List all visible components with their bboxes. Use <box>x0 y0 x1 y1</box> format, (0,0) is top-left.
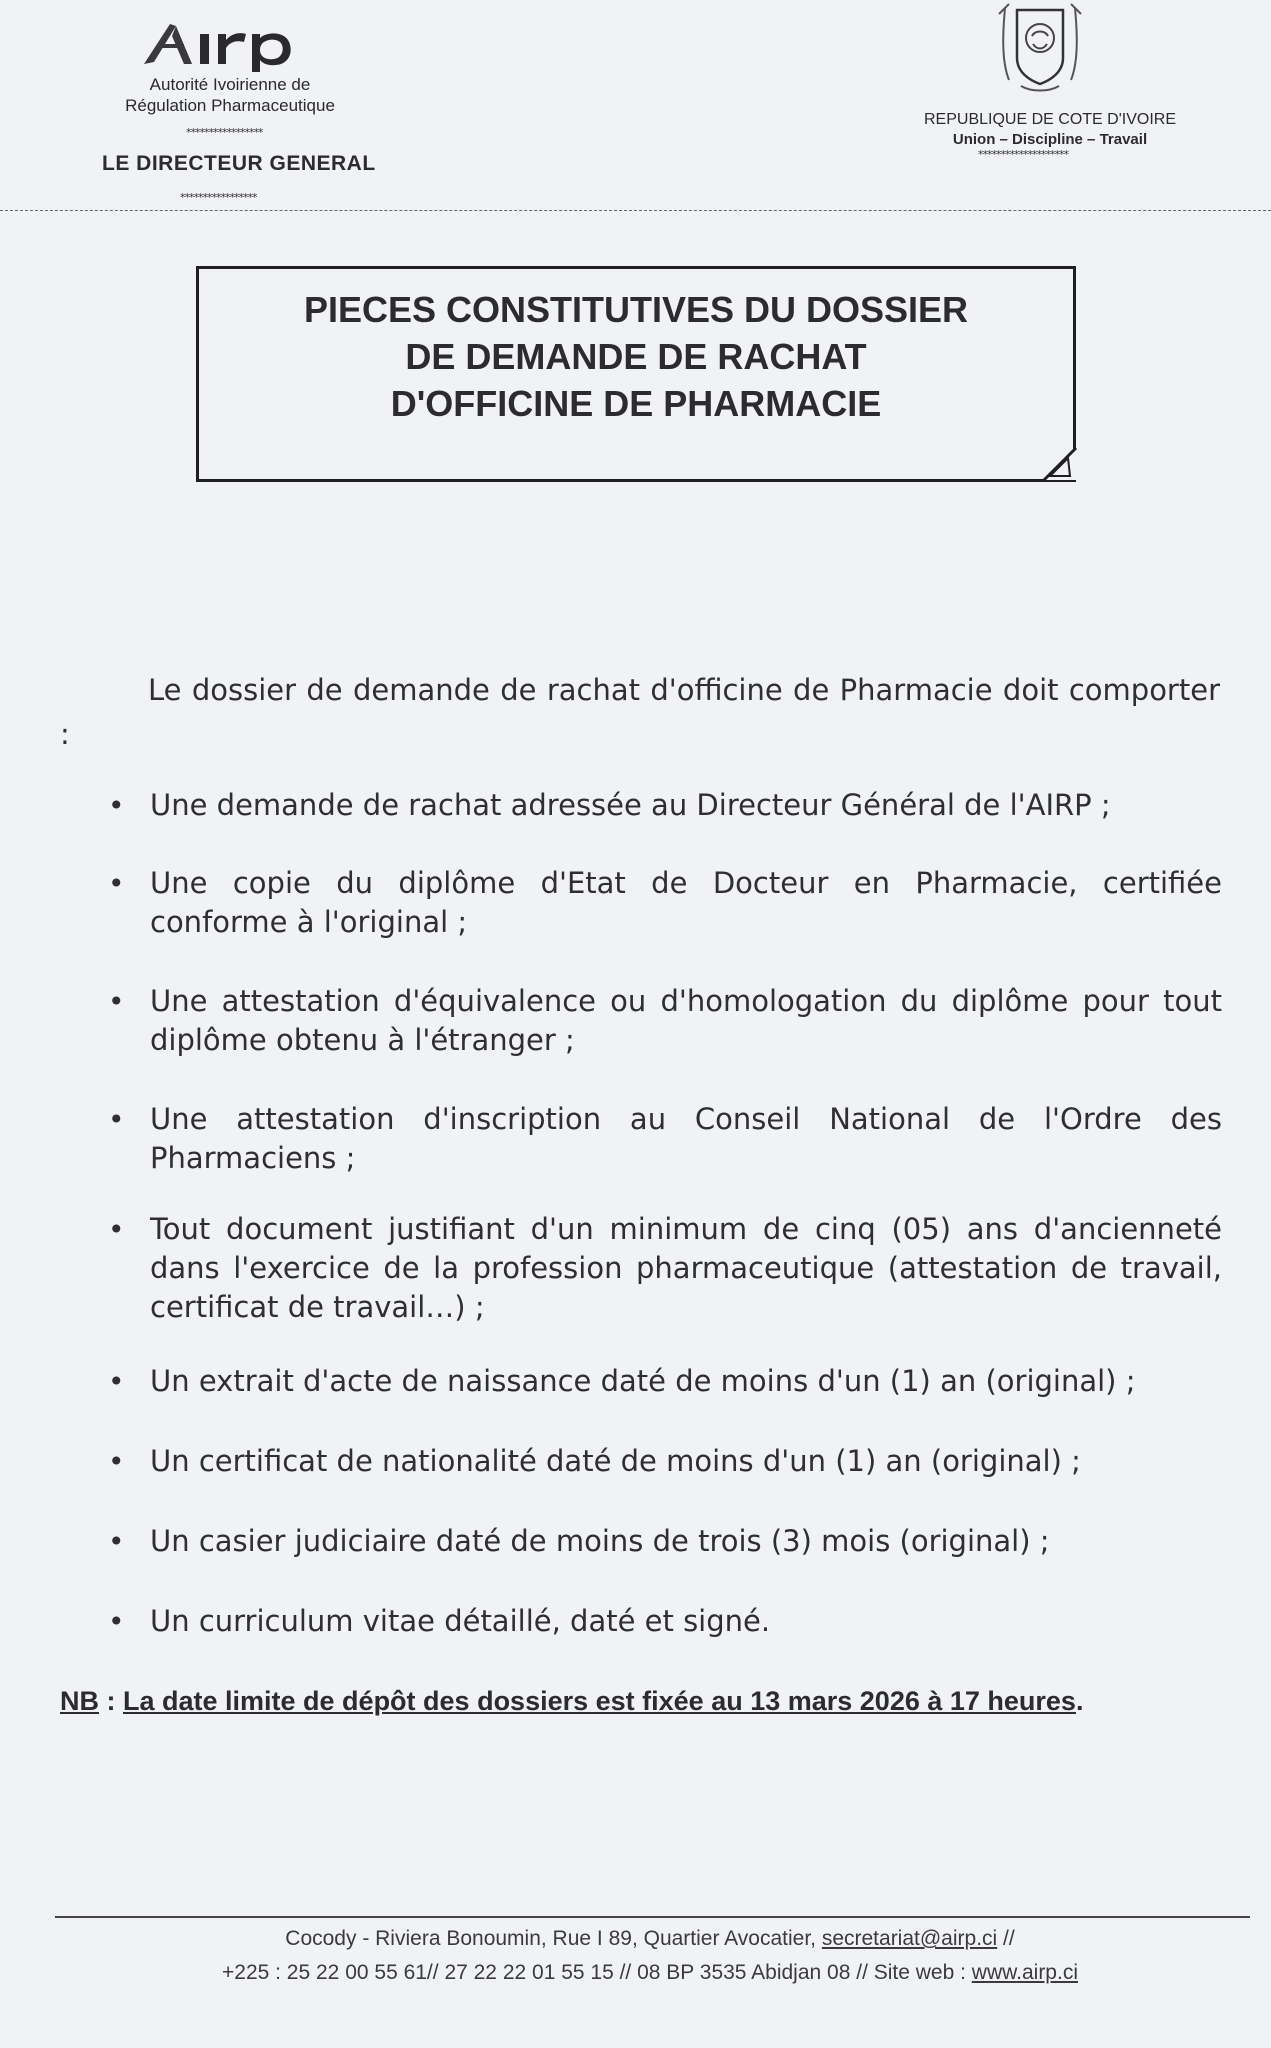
footer-divider <box>55 1916 1250 1918</box>
intro-paragraph: Le dossier de demande de rachat d'officine de Pharmacie doit comporter : <box>60 673 1220 751</box>
republic-block <box>880 110 1220 150</box>
footer-address-text: Cocody - Riviera Bonoumin, Rue I 89, Quartier Avocatier, <box>285 1927 822 1950</box>
list-item: • Une attestation d'inscription au Conseil National de l'Ordre des Pharmaciens ; <box>150 1100 1222 1178</box>
nb-label: NB <box>60 1686 99 1716</box>
title-line2: DE DEMANDE DE RACHAT <box>405 336 867 377</box>
national-motto: Union – Discipline – Travail <box>952 131 1148 148</box>
list-item: • Tout document justifiant d'un minimum de cinq (05) ans d'ancienneté dans l'exercice de la profession pharmaceutique (attestation de travail, certificat de travail…) ; <box>150 1210 1222 1327</box>
separator-stars: ***************** <box>180 191 257 204</box>
republic-name: REPUBLIQUE DE COTE D'IVOIRE <box>924 111 1176 128</box>
org-name-line2: Régulation Pharmaceutique <box>125 96 335 115</box>
coat-of-arms-icon <box>985 0 1095 95</box>
airp-logo <box>140 16 320 72</box>
nb-text: La date limite de dépôt des dossiers est fixée au 13 mars 2026 à 17 heures <box>123 1686 1076 1716</box>
footer-address <box>80 1922 1220 1956</box>
list-item: • Une attestation d'équivalence ou d'homologation du diplôme pour tout diplôme obtenu à l'étranger ; <box>150 982 1222 1060</box>
list-item: • Un curriculum vitae détaillé, daté et signé. <box>150 1602 1222 1641</box>
separator-stars: ******************** <box>978 148 1068 161</box>
footer-website-link[interactable]: www.airp.ci <box>971 1961 1078 1984</box>
list-item: • Une copie du diplôme d'Etat de Docteur en Pharmacie, certifiée conforme à l'original ; <box>150 864 1222 942</box>
page-fold-icon <box>1042 446 1078 482</box>
footer-email-link[interactable]: secretariat@airp.ci <box>821 1927 998 1950</box>
footer <box>80 1922 1220 1990</box>
header-divider <box>0 210 1271 211</box>
footer-contacts <box>80 1956 1220 1990</box>
org-name-line1: Autorité Ivoirienne de <box>149 75 311 94</box>
list-item: • Un casier judiciaire daté de moins de trois (3) mois (original) ; <box>150 1522 1222 1561</box>
director-title: LE DIRECTEUR GENERAL <box>102 152 376 175</box>
org-name <box>100 74 360 116</box>
title-line3: D'OFFICINE DE PHARMACIE <box>390 383 882 424</box>
footer-phones-text: +225 : 25 22 00 55 61// 27 22 22 01 55 15 // 08 BP 3535 Abidjan 08 // Site web : <box>222 1961 972 1984</box>
list-item: • Un certificat de nationalité daté de moins d'un (1) an (original) ; <box>150 1442 1222 1481</box>
list-item: • Une demande de rachat adressée au Directeur Général de l'AIRP ; <box>150 786 1222 825</box>
deadline-note <box>60 1686 1083 1717</box>
separator-stars: ***************** <box>186 126 263 139</box>
title-line1: PIECES CONSTITUTIVES DU DOSSIER <box>303 289 969 330</box>
document-title <box>196 286 1076 427</box>
nb-end: . <box>1075 1686 1084 1716</box>
list-item: • Un extrait d'acte de naissance daté de moins d'un (1) an (original) ; <box>150 1362 1222 1401</box>
footer-line1-end: // <box>997 1927 1015 1950</box>
nb-separator: : <box>99 1686 123 1716</box>
